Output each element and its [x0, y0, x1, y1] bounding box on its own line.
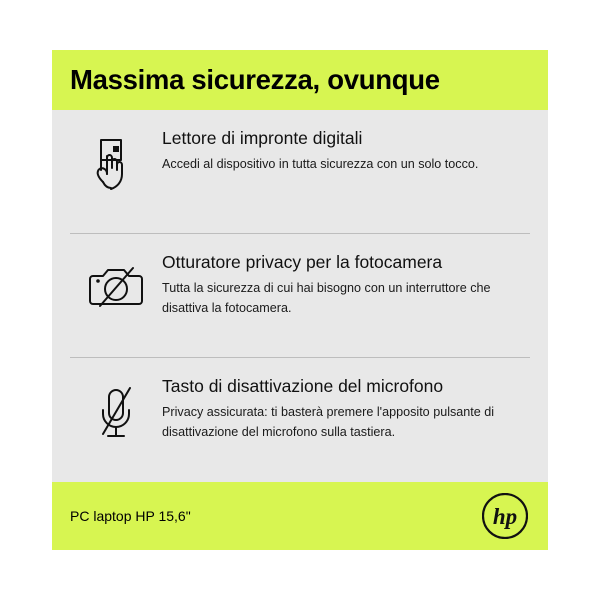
feature-description: Privacy assicurata: ti basterà premere l'apposito pulsante di disattivazione del microfono sulla tastiera. — [162, 404, 495, 440]
list-item — [70, 110, 530, 234]
microphone-mute-icon — [70, 376, 162, 444]
svg-text:hp: hp — [492, 504, 518, 529]
feature-description: Tutta la sicurezza di cui hai bisogno con un interruttore che disattiva la fotocamera. — [162, 280, 491, 316]
list-item — [70, 234, 530, 358]
product-label: PC laptop HP 15,6" — [70, 508, 191, 524]
feature-text-block — [162, 252, 530, 318]
feature-title: Tasto di disattivazione del microfono — [162, 376, 444, 396]
card-footer — [52, 482, 548, 550]
card-header — [52, 50, 548, 110]
feature-description: Accedi al dispositivo in tutta sicurezza con un solo tocco. — [162, 156, 479, 171]
hp-logo — [482, 493, 528, 539]
feature-text-block — [162, 128, 530, 174]
feature-text-block — [162, 376, 530, 442]
fingerprint-reader-icon — [70, 128, 162, 196]
page-title: Massima sicurezza, ovunque — [70, 64, 440, 96]
feature-list — [52, 110, 548, 482]
list-item — [70, 358, 530, 482]
feature-title: Otturatore privacy per la fotocamera — [162, 252, 443, 272]
feature-title: Lettore di impronte digitali — [162, 128, 363, 148]
camera-privacy-shutter-icon — [70, 252, 162, 314]
feature-card — [52, 50, 548, 550]
